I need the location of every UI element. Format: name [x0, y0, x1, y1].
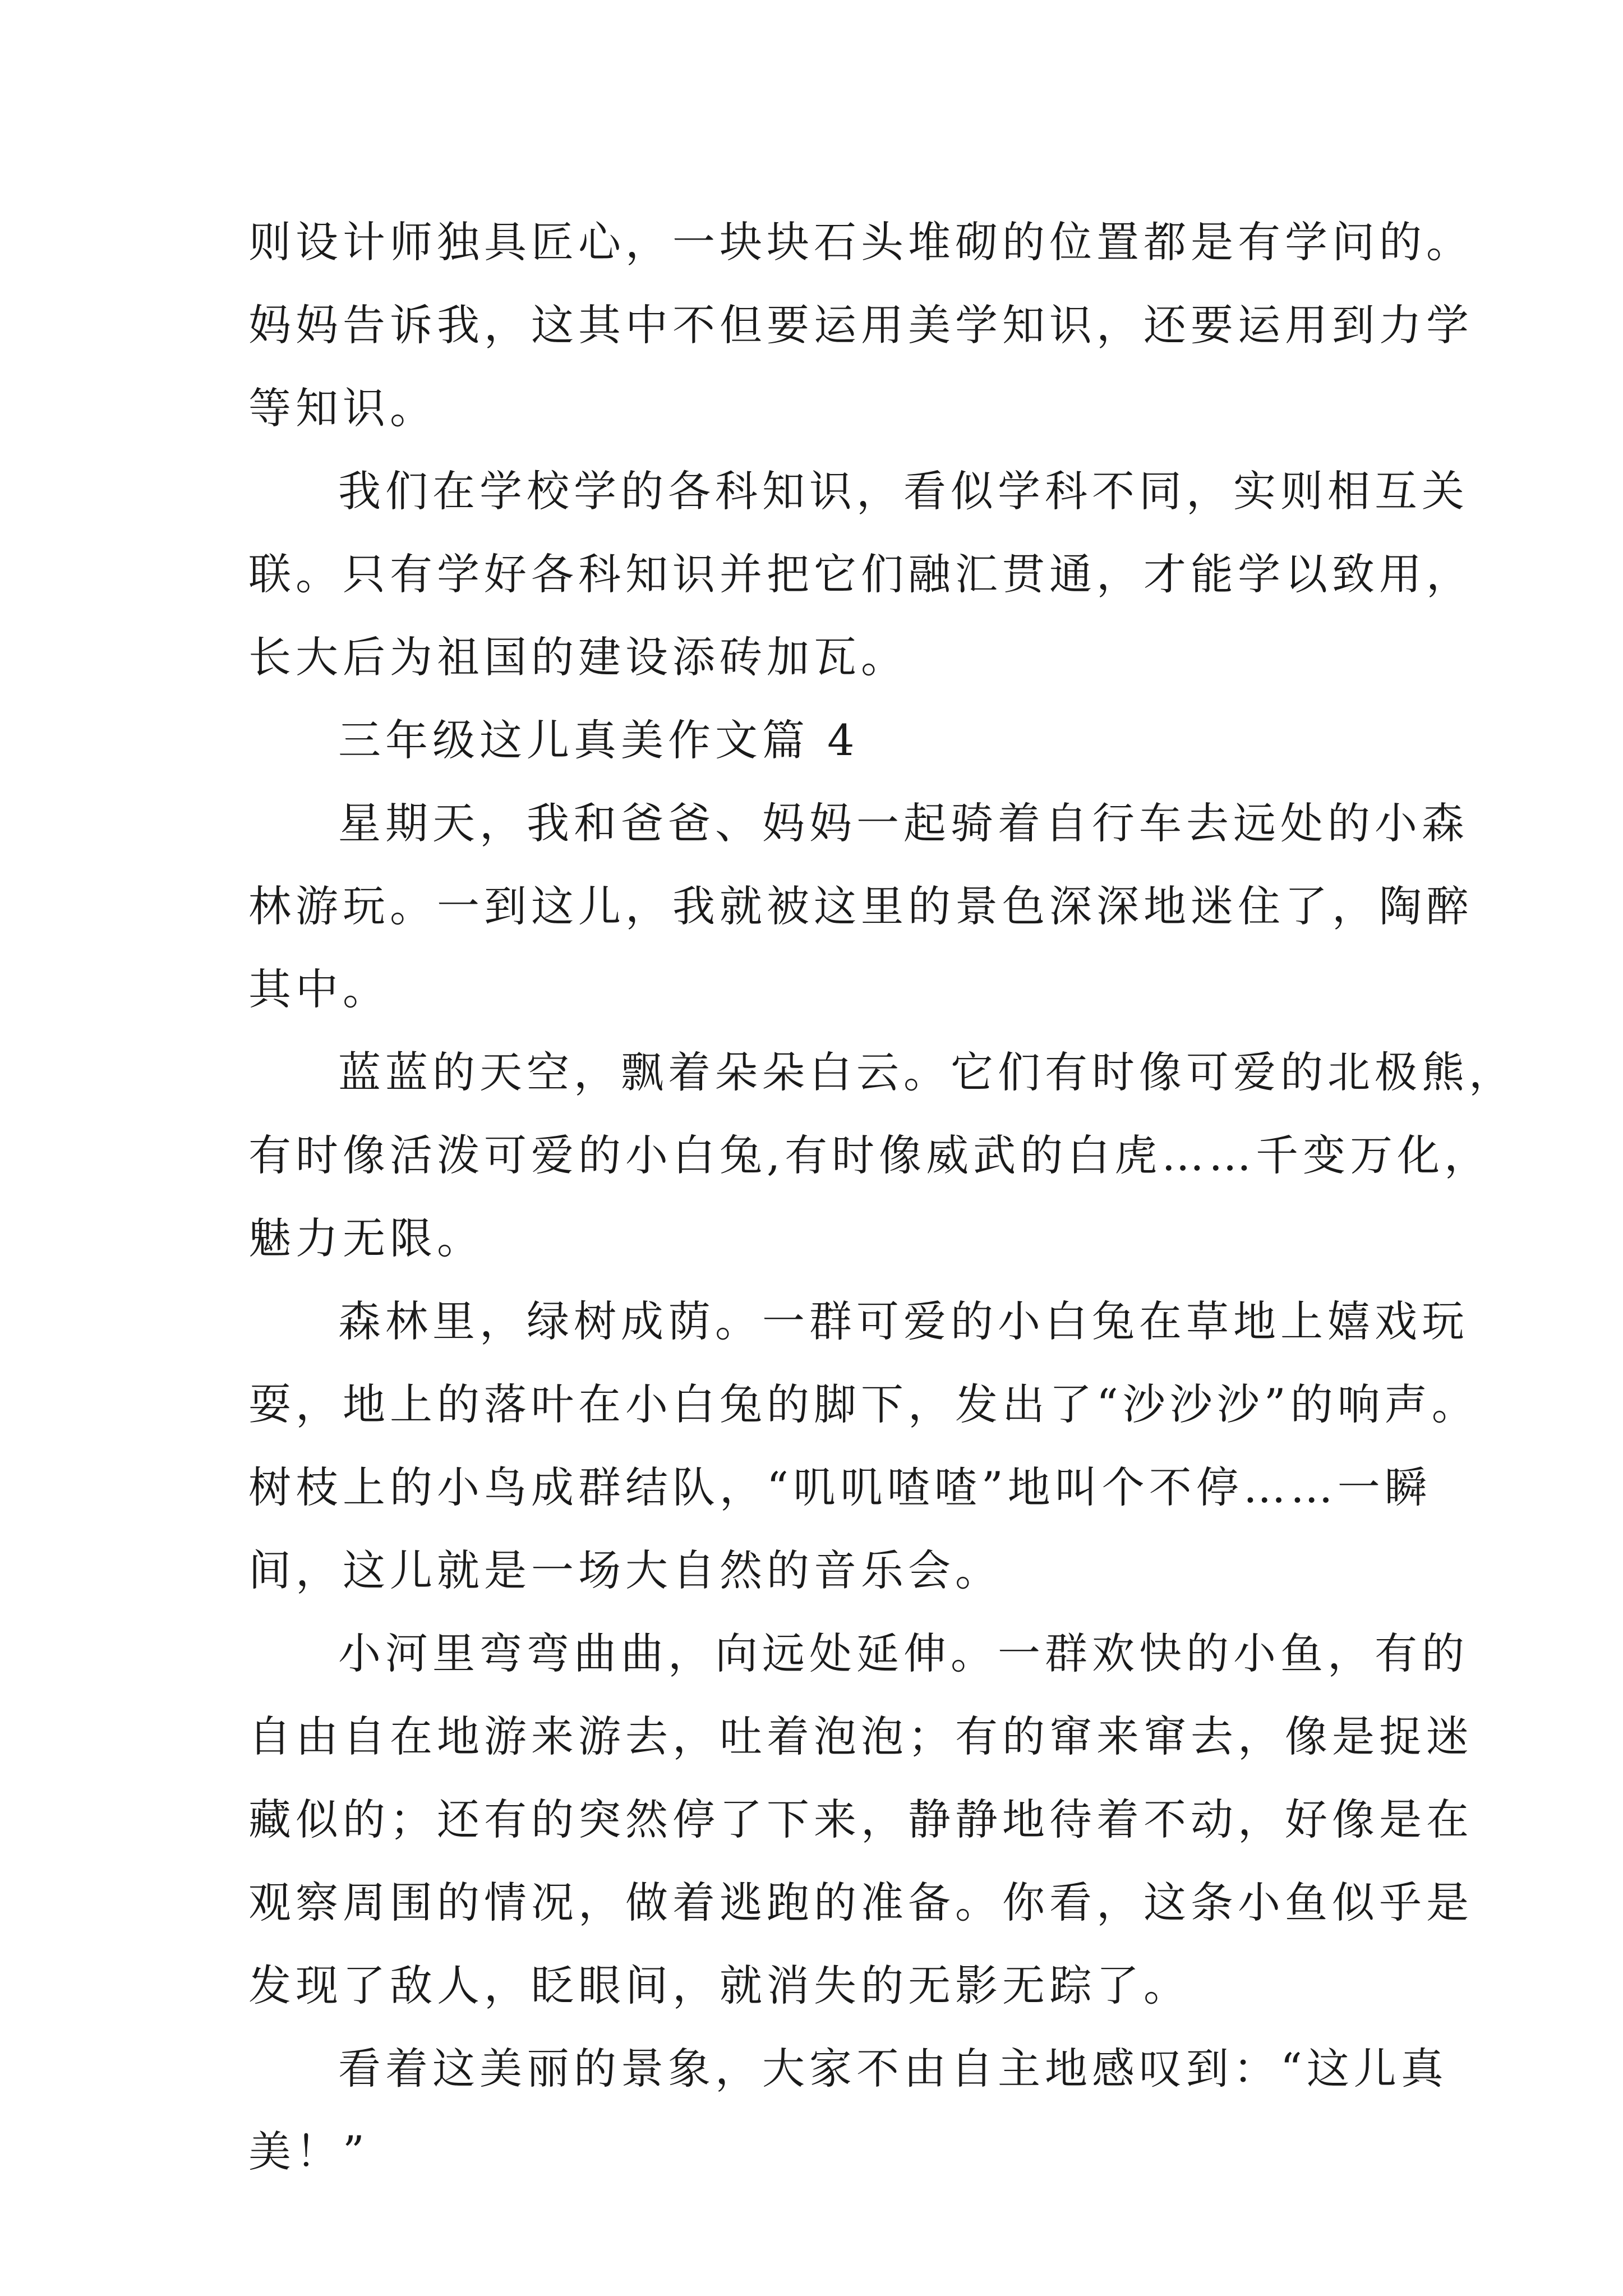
text-line-19: 自由自在地游来游去，吐着泡泡；有的窜来窜去，像是捉迷: [248, 1711, 1473, 1761]
text-line-12: 有时像活泼可爱的小白兔,有时像威武的白虎……千变万化，: [248, 1130, 1492, 1180]
essay-text: [248, 201, 1516, 2193]
text-line-2: 妈妈告诉我，这其中不但要运用美学知识，还要运用到力学: [248, 300, 1473, 350]
text-line-17: 间，这儿就是一场大自然的音乐会。: [248, 1545, 1002, 1595]
text-line-10: 其中。: [248, 964, 390, 1014]
text-line-22: 发现了敌人，眨眼间，就消失的无影无踪了。: [248, 1961, 1191, 2010]
text-line-1: 则设计师独具匠心，一块块石头堆砌的位置都是有学问的。: [248, 217, 1473, 267]
text-line-11: 蓝蓝的天空，飘着朵朵白云。它们有时像可爱的北极熊，: [338, 1047, 1516, 1097]
text-line-4: 我们在学校学的各科知识，看似学科不同，实则相互关: [338, 466, 1469, 516]
text-line-15: 耍，地上的落叶在小白兔的脚下，发出了“沙沙沙”的响声。: [248, 1379, 1479, 1429]
text-line-23: 看着这美丽的景象，大家不由自主地感叹到：“这儿真: [338, 2044, 1448, 2093]
essay-section-heading: 三年级这儿真美作文篇 4: [338, 715, 859, 765]
text-line-6: 长大后为祖国的建设添砖加瓦。: [248, 632, 908, 682]
text-line-18: 小河里弯弯曲曲，向远处延伸。一群欢快的小鱼，有的: [338, 1628, 1469, 1678]
text-line-9: 林游玩。一到这儿，我就被这里的景色深深地迷住了，陶醉: [248, 881, 1473, 931]
text-line-13: 魅力无限。: [248, 1213, 484, 1263]
text-line-14: 森林里，绿树成荫。一群可爱的小白兔在草地上嬉戏玩: [338, 1296, 1469, 1346]
text-line-3: 等知识。: [248, 383, 437, 433]
text-line-24: 美！”: [248, 2127, 369, 2177]
text-line-20: 藏似的；还有的突然停了下来，静静地待着不动，好像是在: [248, 1795, 1473, 1844]
text-line-16: 树枝上的小鸟成群结队，“叽叽喳喳”地叫个不停……一瞬: [248, 1462, 1432, 1512]
text-line-8: 星期天，我和爸爸、妈妈一起骑着自行车去远处的小森: [338, 798, 1469, 848]
text-line-5: 联。只有学好各科知识并把它们融汇贯通，才能学以致用，: [248, 549, 1473, 599]
text-line-21: 观察周围的情况，做着逃跑的准备。你看，这条小鱼似乎是: [248, 1878, 1473, 1927]
